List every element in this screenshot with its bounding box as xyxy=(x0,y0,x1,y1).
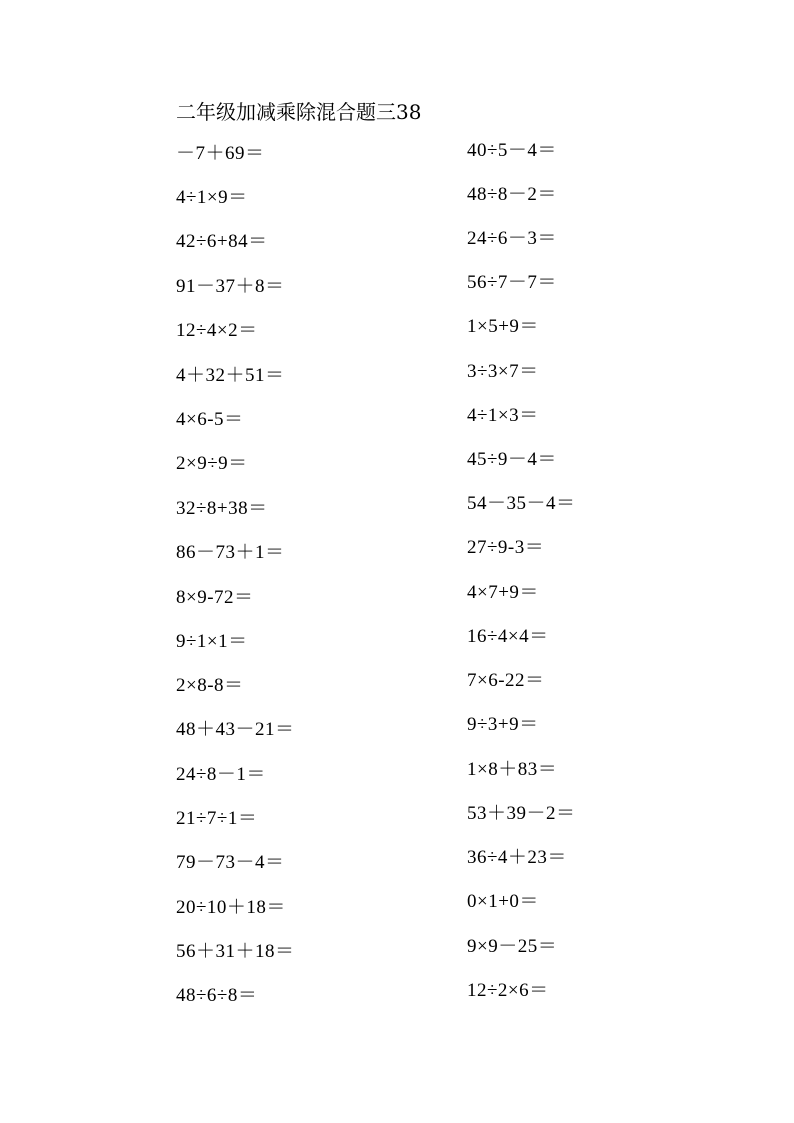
problem-right-2: 48÷8－2＝ xyxy=(467,184,557,205)
problem-right-18: 0×1+0＝ xyxy=(467,891,539,912)
problem-left-14: 48＋43－21＝ xyxy=(176,719,295,740)
problem-right-4: 56÷7－7＝ xyxy=(467,272,557,293)
problem-left-1: －7＋69＝ xyxy=(176,143,265,164)
problem-left-7: 4×6-5＝ xyxy=(176,409,244,430)
problem-left-8: 2×9÷9＝ xyxy=(176,453,248,474)
problem-right-14: 9÷3+9＝ xyxy=(467,714,539,735)
problem-left-17: 79－73－4＝ xyxy=(176,852,285,873)
problem-left-9: 32÷8+38＝ xyxy=(176,498,268,519)
problem-right-13: 7×6-22＝ xyxy=(467,670,545,691)
problem-right-19: 9×9－25＝ xyxy=(467,936,558,957)
problem-right-6: 3÷3×7＝ xyxy=(467,361,539,382)
problem-left-15: 24÷8－1＝ xyxy=(176,764,266,785)
problem-left-13: 2×8-8＝ xyxy=(176,675,244,696)
problem-right-12: 16÷4×4＝ xyxy=(467,626,549,647)
problem-left-20: 48÷6÷8＝ xyxy=(176,985,258,1006)
problem-right-15: 1×8＋83＝ xyxy=(467,759,558,780)
problem-right-9: 54－35－4＝ xyxy=(467,493,576,514)
page-title: 二年级加减乘除混合题三38 xyxy=(176,100,422,124)
problem-left-2: 4÷1×9＝ xyxy=(176,187,248,208)
problem-left-4: 91－37＋8＝ xyxy=(176,276,285,297)
problem-left-3: 42÷6+84＝ xyxy=(176,231,268,252)
problem-left-11: 8×9-72＝ xyxy=(176,587,254,608)
problem-left-16: 21÷7÷1＝ xyxy=(176,808,258,829)
problem-left-5: 12÷4×2＝ xyxy=(176,320,258,341)
problem-right-10: 27÷9-3＝ xyxy=(467,537,545,558)
problem-left-12: 9÷1×1＝ xyxy=(176,631,248,652)
problem-left-6: 4＋32＋51＝ xyxy=(176,365,285,386)
problem-right-1: 40÷5－4＝ xyxy=(467,140,557,161)
problem-right-11: 4×7+9＝ xyxy=(467,582,539,603)
problem-right-7: 4÷1×3＝ xyxy=(467,405,539,426)
problem-right-16: 53＋39－2＝ xyxy=(467,803,576,824)
problem-left-18: 20÷10＋18＝ xyxy=(176,897,286,918)
problem-left-19: 56＋31＋18＝ xyxy=(176,941,295,962)
problem-right-5: 1×5+9＝ xyxy=(467,316,539,337)
problem-right-3: 24÷6－3＝ xyxy=(467,228,557,249)
problem-right-8: 45÷9－4＝ xyxy=(467,449,557,470)
problem-right-17: 36÷4＋23＝ xyxy=(467,847,567,868)
problem-right-20: 12÷2×6＝ xyxy=(467,980,549,1001)
problem-left-10: 86－73＋1＝ xyxy=(176,542,285,563)
